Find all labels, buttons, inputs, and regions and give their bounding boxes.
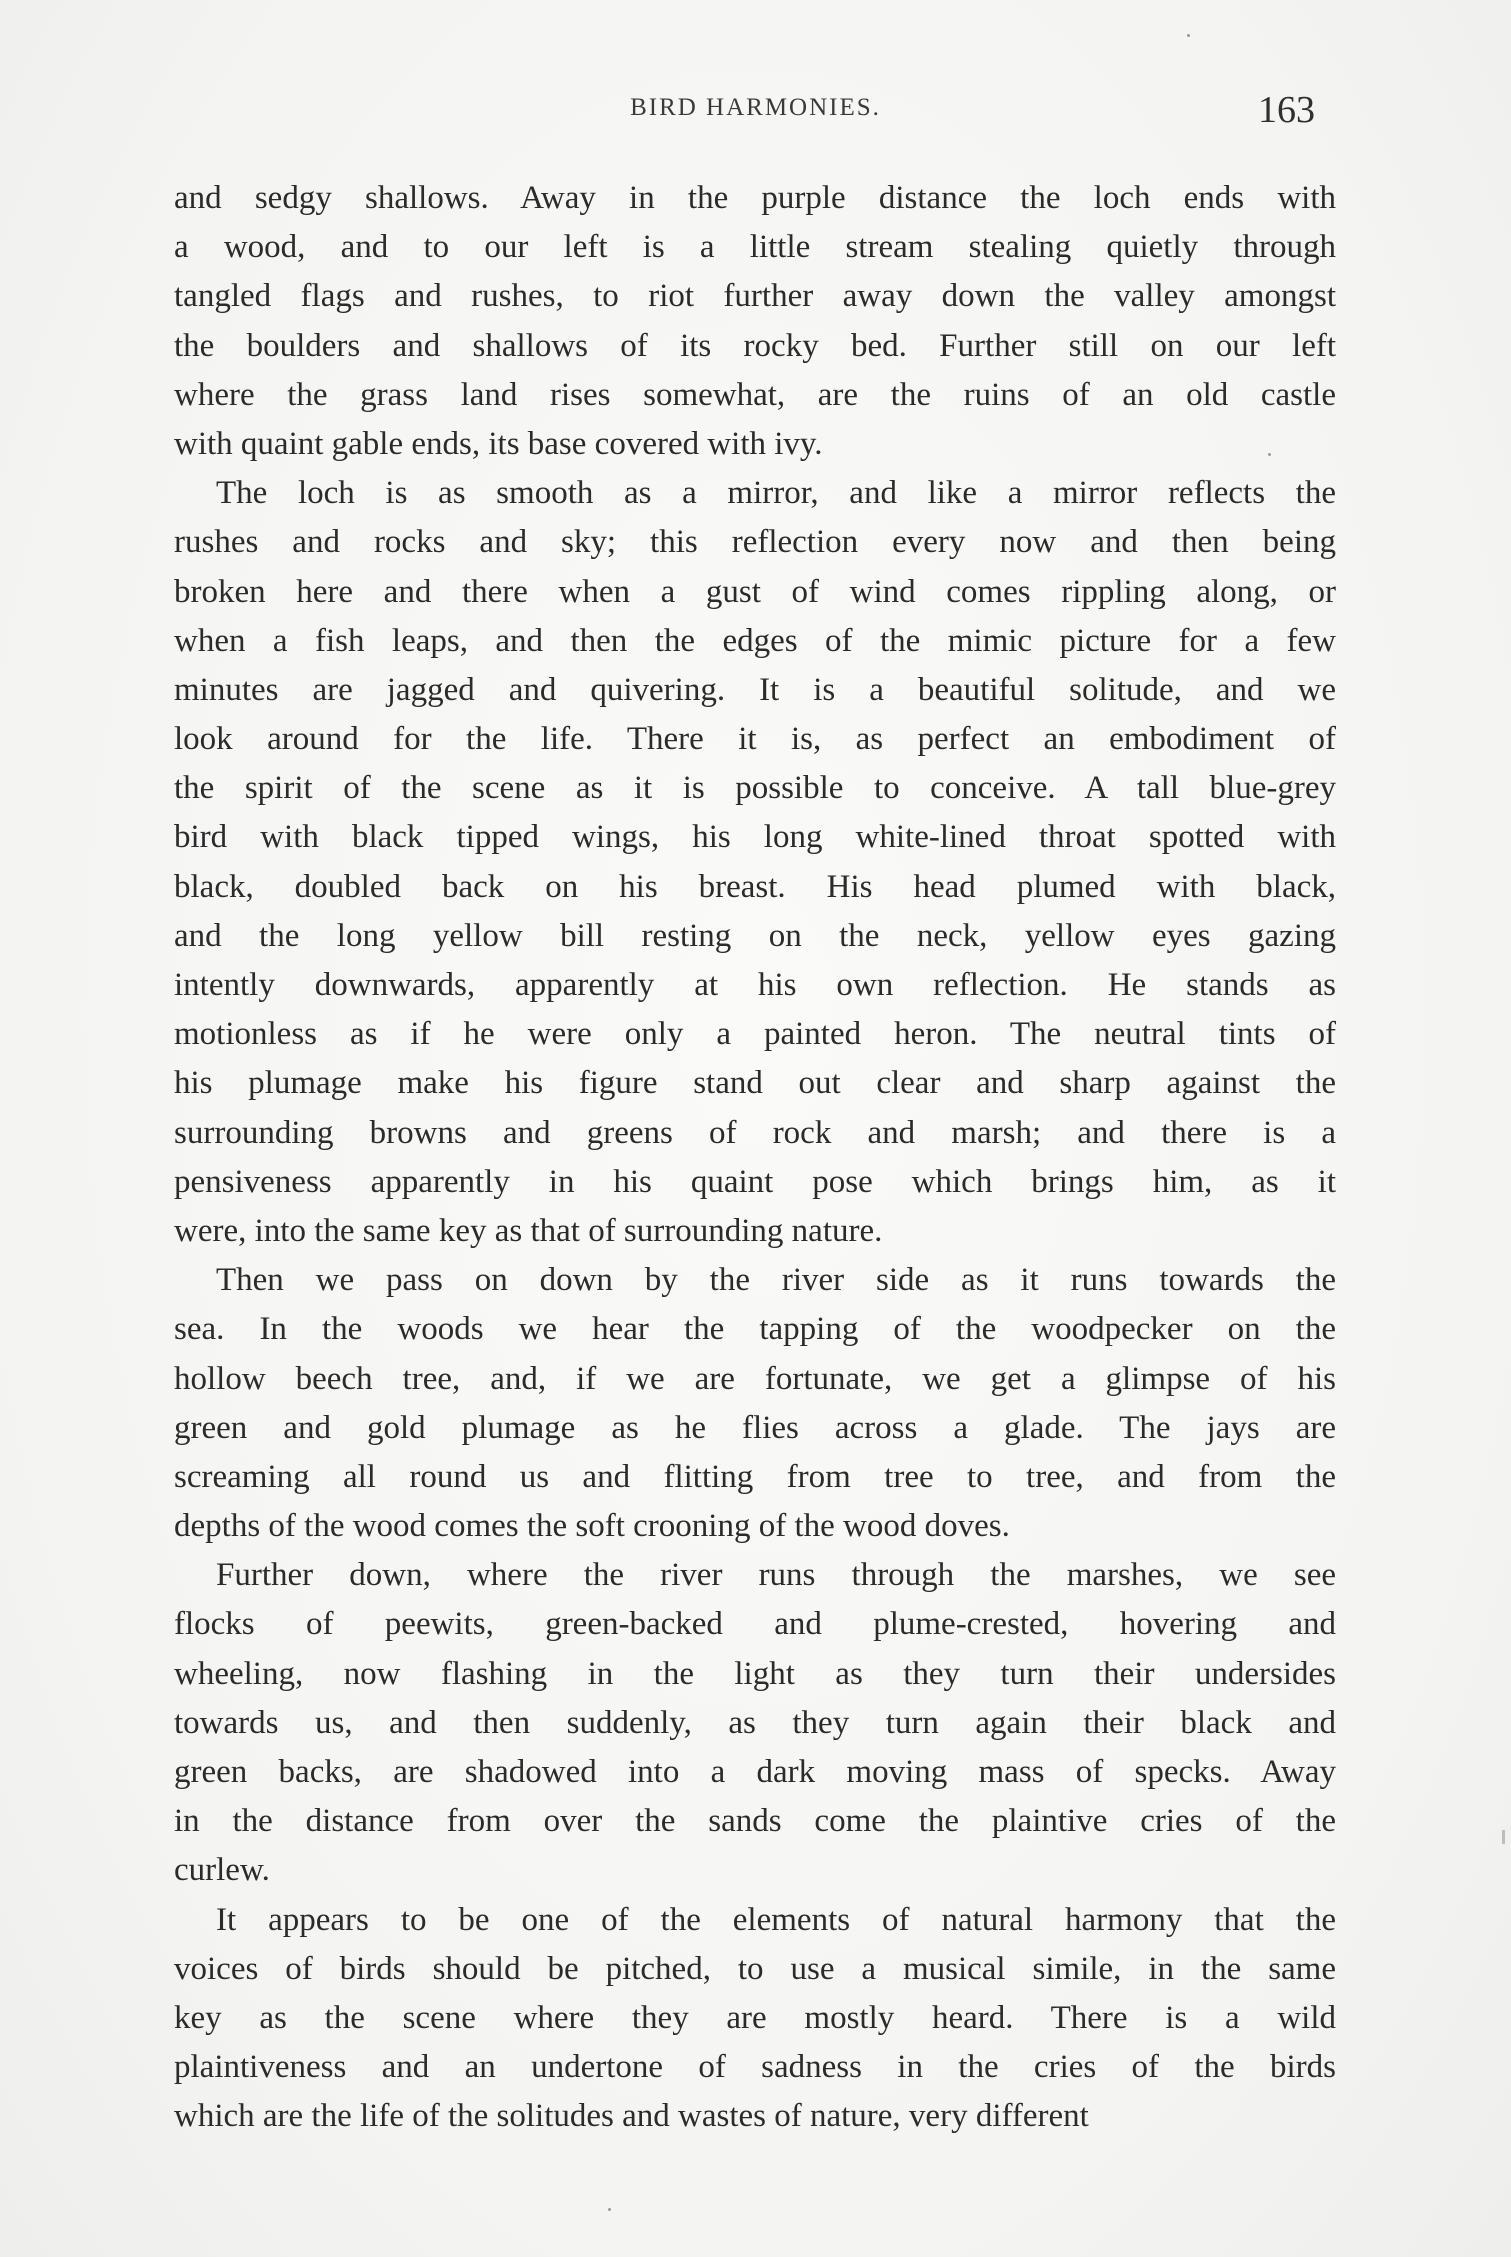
text-line: when a fish leaps, and then the edges of the mimic picture for a few [174, 622, 1336, 659]
print-speck [1187, 34, 1190, 37]
text-line: with quaint gable ends, its base covered with ivy. [174, 425, 823, 462]
text-line: Then we pass on down by the river side as it runs towards the [216, 1262, 1336, 1299]
running-title: BIRD HARMONIES. [630, 94, 881, 121]
paragraph [174, 1256, 1336, 1551]
text-line: wheeling, now flashing in the light as they turn their undersides [174, 1655, 1336, 1692]
text-line: sea. In the woods we hear the tapping of the woodpecker on the [174, 1311, 1336, 1348]
text-line: which are the life of the solitudes and wastes of nature, very different [174, 2098, 1089, 2135]
text-line: a wood, and to our left is a little stream stealing quietly through [174, 229, 1336, 266]
text-line: pensiveness apparently in his quaint pose which brings him, as it [174, 1163, 1336, 1200]
text-line: plaintiveness and an undertone of sadness in the cries of the birds [174, 2049, 1336, 2086]
text-line: curlew. [174, 1852, 270, 1889]
text-line: flocks of peewits, green-backed and plume-crested, hovering and [174, 1606, 1336, 1643]
text-line: Further down, where the river runs through the marshes, we see [216, 1557, 1336, 1594]
text-line: look around for the life. There it is, as perfect an embodiment of [174, 721, 1336, 758]
text-line: screaming all round us and flitting from tree to tree, and from the [174, 1458, 1336, 1495]
text-line: bird with black tipped wings, his long white-lined throat spotted with [174, 819, 1336, 856]
text-line: were, into the same key as that of surrounding nature. [174, 1212, 883, 1249]
text-line: his plumage make his figure stand out clear and sharp against the [174, 1065, 1336, 1102]
text-line: broken here and there when a gust of wind comes rippling along, or [174, 573, 1336, 610]
page-edge-mark [1502, 1830, 1505, 1844]
paragraph [174, 1896, 1336, 2142]
text-line: in the distance from over the sands come the plaintive cries of the [174, 1803, 1336, 1840]
text-line: rushes and rocks and sky; this reflection every now and then being [174, 524, 1336, 561]
text-line: depths of the wood comes the soft crooning of the wood doves. [174, 1508, 1010, 1545]
page-number: 163 [1258, 89, 1315, 131]
text-line: the boulders and shallows of its rocky bed. Further still on our left [174, 327, 1336, 364]
running-head [0, 88, 1511, 131]
text-line: intently downwards, apparently at his own reflection. He stands as [174, 967, 1336, 1003]
text-line: voices of birds should be pitched, to use a musical simile, in the same [174, 1950, 1336, 1987]
text-line: key as the scene where they are mostly heard. There is a wild [174, 1999, 1336, 2036]
text-line: black, doubled back on his breast. His head plumed with black, [174, 868, 1336, 905]
text-line: The loch is as smooth as a mirror, and like a mirror reflects the [216, 475, 1336, 512]
text-line: It appears to be one of the elements of natural harmony that the [216, 1901, 1336, 1938]
text-line: the spirit of the scene as it is possible to conceive. A tall blue-grey [174, 770, 1336, 807]
text-line: where the grass land rises somewhat, are the ruins of an old castle [174, 376, 1336, 413]
print-speck [608, 2208, 611, 2211]
paragraph [174, 469, 1336, 1256]
paragraph [174, 1551, 1336, 1895]
text-line: motionless as if he were only a painted heron. The neutral tints of [174, 1016, 1336, 1053]
text-line: and sedgy shallows. Away in the purple distance the loch ends with [174, 180, 1336, 216]
text-line: green and gold plumage as he flies across a glade. The jays are [174, 1409, 1336, 1446]
text-line: hollow beech tree, and, if we are fortunate, we get a glimpse of his [174, 1360, 1336, 1397]
text-line: and the long yellow bill resting on the neck, yellow eyes gazing [174, 917, 1336, 954]
print-speck [1268, 453, 1271, 456]
text-line: green backs, are shadowed into a dark moving mass of specks. Away [174, 1754, 1336, 1790]
text-line: towards us, and then suddenly, as they turn again their black and [174, 1704, 1336, 1741]
text-line: minutes are jagged and quivering. It is a beautiful solitude, and we [174, 671, 1336, 708]
text-line: tangled flags and rushes, to riot further away down the valley amongst [174, 278, 1336, 315]
paragraph [174, 174, 1336, 469]
body-text [174, 174, 1336, 2142]
text-line: surrounding browns and greens of rock and marsh; and there is a [174, 1114, 1336, 1151]
